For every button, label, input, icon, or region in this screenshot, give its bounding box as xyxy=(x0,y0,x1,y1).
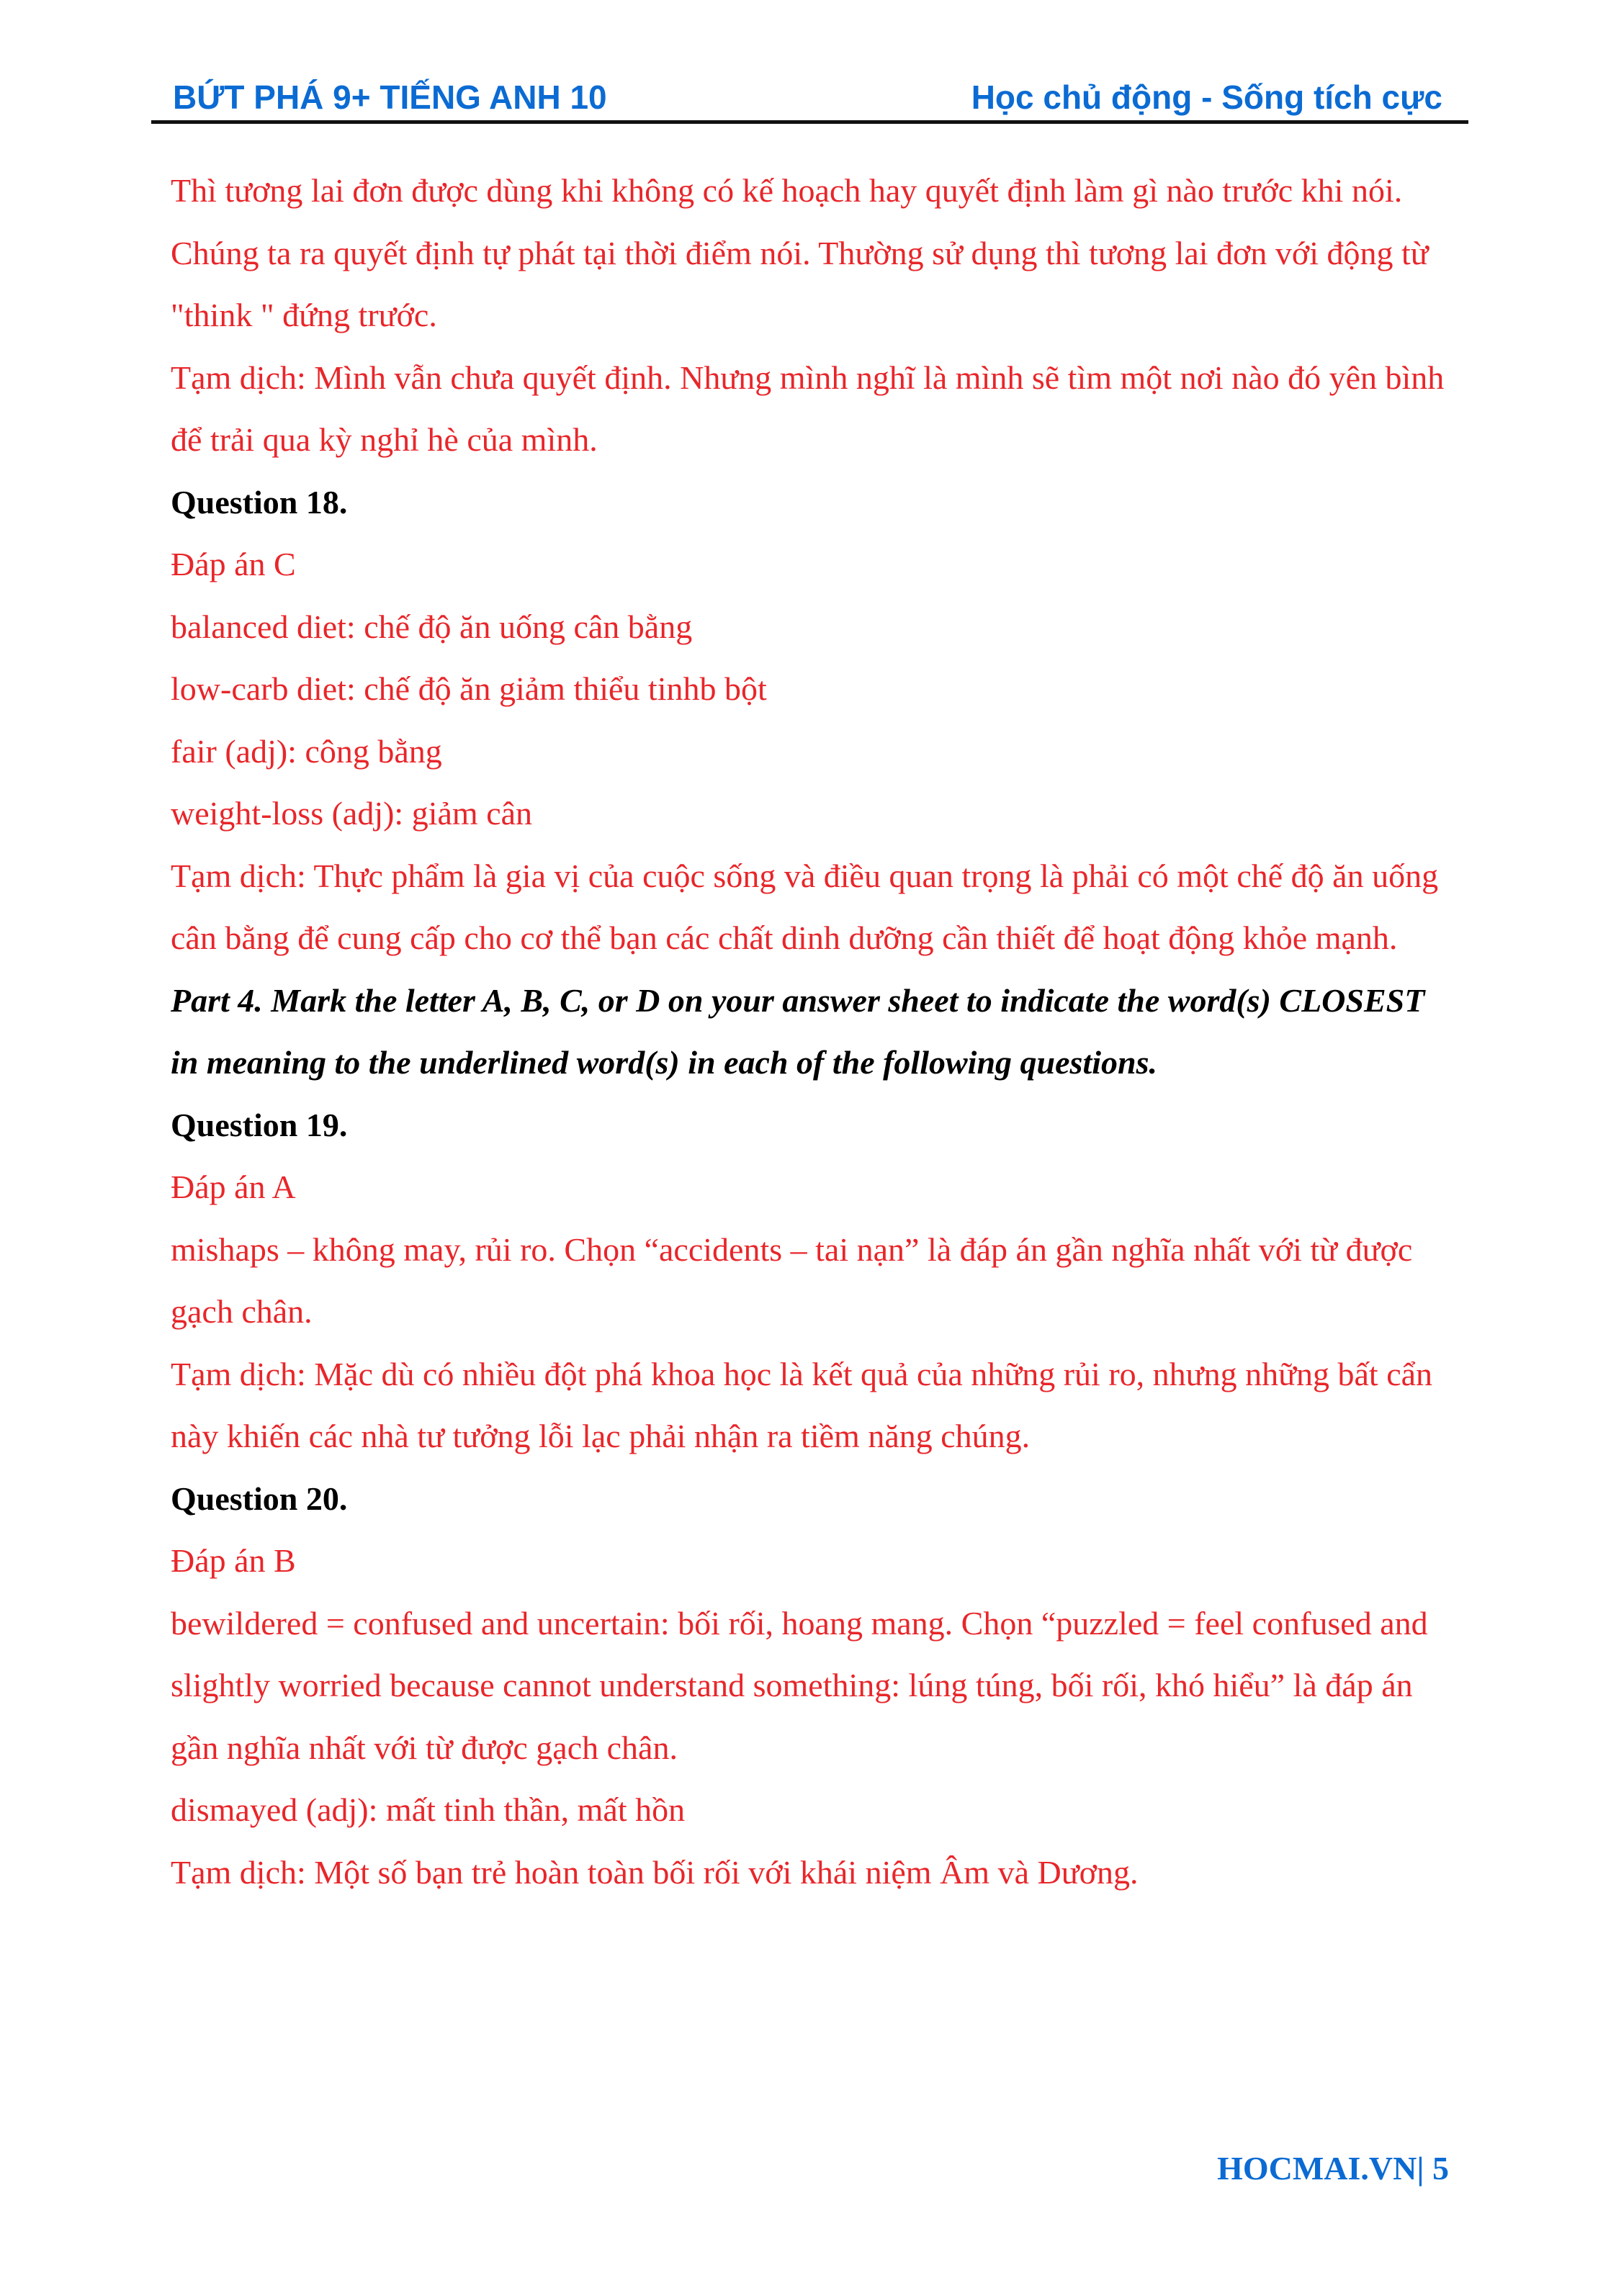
question-18-title: Question 18. xyxy=(171,483,348,521)
page-header xyxy=(151,72,1468,118)
vocab-line: low-carb diet: chế độ ăn giảm thiểu tinhb bột xyxy=(171,670,767,707)
page-footer: HOCMAI.VN| 5 xyxy=(1217,2150,1449,2187)
vocab-line: balanced diet: chế độ ăn uống cân bằng xyxy=(171,608,693,645)
document-body xyxy=(171,160,1460,1904)
question-19-translation: Tạm dịch: Mặc dù có nhiều đột phá khoa học là kết quả của những rủi ro, nhưng những bất cẩn này khiến các nhà tư tưởng lỗi lạc phải nhận ra tiềm năng chúng. xyxy=(171,1355,1433,1454)
question-19-explanation: mishaps – không may, rủi ro. Chọn “accidents – tai nạn” là đáp án gần nghĩa nhất với từ được gạch chân. xyxy=(171,1230,1413,1330)
question-18-translation: Tạm dịch: Thực phẩm là gia vị của cuộc sống và điều quan trọng là phải có một chế độ ăn uống cân bằng để cung cấp cho cơ thể bạn các chất dinh dưỡng cần thiết để hoạt động khỏe mạnh. xyxy=(171,857,1439,956)
header-divider xyxy=(151,120,1468,124)
question-20-vocab: dismayed (adj): mất tinh thần, mất hồn xyxy=(171,1791,686,1828)
grammar-explanation: Thì tương lai đơn được dùng khi không có kế hoạch hay quyết định làm gì nào trước khi nói. Chúng ta ra quyết định tự phát tại thời điểm nói. Thường sử dụng thì tương lai đơn với động từ "think " đứng trước. xyxy=(171,172,1429,333)
header-title: BỨT PHÁ 9+ TIẾNG ANH 10 xyxy=(173,78,607,116)
question-20-title: Question 20. xyxy=(171,1480,348,1517)
vocab-line: fair (adj): công bằng xyxy=(171,732,442,770)
question-19-title: Question 19. xyxy=(171,1106,348,1143)
question-19-answer: Đáp án A xyxy=(171,1169,296,1205)
header-slogan: Học chủ động - Sống tích cực xyxy=(971,78,1442,116)
question-18-answer: Đáp án C xyxy=(171,546,296,582)
part-4-instruction: Part 4. Mark the letter A, B, C, or D on your answer sheet to indicate the word(s) CLOSEST in meaning to the underlined word(s) in each of the following questions. xyxy=(171,981,1425,1081)
q17-translation: Tạm dịch: Mình vẫn chưa quyết định. Nhưng mình nghĩ là mình sẽ tìm một nơi nào đó yên bình để trải qua kỳ nghỉ hè của mình. xyxy=(171,359,1445,458)
question-20-answer: Đáp án B xyxy=(171,1542,296,1579)
vocab-line: weight-loss (adj): giảm cân xyxy=(171,795,533,832)
question-20-translation: Tạm dịch: Một số bạn trẻ hoàn toàn bối rối với khái niệm Âm và Dương. xyxy=(171,1853,1139,1891)
question-20-explanation: bewildered = confused and uncertain: bối rối, hoang mang. Chọn “puzzled = feel confused and slightly worried because cannot understand something: lúng túng, bối rối, khó hiểu” là đáp án gần nghĩa nhất với từ được gạch chân. xyxy=(171,1604,1428,1766)
